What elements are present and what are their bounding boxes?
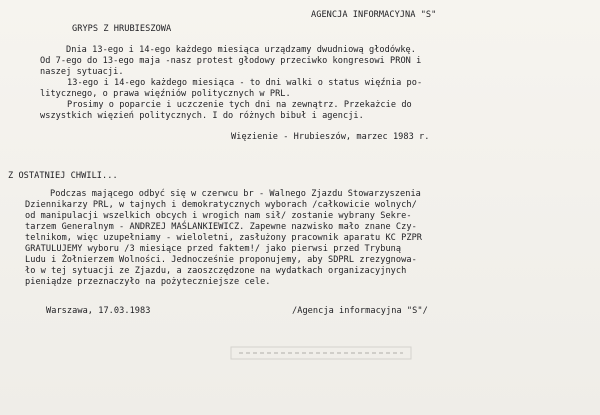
document-title: GRYPS Z HRUBIESZOWA [72,24,172,34]
news-line-1: Podczas mającego odbyć się w czerwcu br - Walnego Zjazdu Stowarzyszenia [50,189,421,199]
archive-stamp-mark [225,343,420,363]
place-date: Warszawa, 17.03.1983 [46,306,151,316]
news-line-8: ło w tej sytuacji ze Zjazdu, a zaoszczędzone na wydatkach organizacyjnych [25,266,407,276]
closing-signature: /Agencja informacyjna "S"/ [292,306,428,316]
gryps-line-7: wszystkich więzień politycznych. I do różnych bibuł i agencji. [40,111,364,121]
gryps-signature: Więzienie - Hrubieszów, marzec 1983 r. [231,132,430,142]
news-line-3: od manipulacji wszelkich obcych i wrogich nam sił/ zostanie wybrany Sekre- [25,211,412,221]
gryps-line-1: Dnia 13-ego i 14-ego każdego miesiąca urządzamy dwudniową głodówkę. [66,45,416,55]
agency-header: AGENCJA INFORMACYJNA "S" [311,10,437,20]
section-heading: Z OSTATNIEJ CHWILI... [8,171,118,181]
news-line-9: pieniądze przeznaczyło na pożyteczniejsze cele. [25,277,271,287]
gryps-line-3: naszej sytuacji. [40,67,124,77]
gryps-line-5: litycznego, o prawa więźniów politycznych w PRL. [40,89,291,99]
news-line-4: tarzem Generalnym - ANDRZEJ MAŚLANKIEWICZ. Zapewne nazwisko mało znane Czy- [25,222,417,232]
gryps-line-4: 13-ego i 14-ego każdego miesiąca - to dni walki o status więźnia po- [67,78,423,88]
news-line-5: telnikom, więc uzupełniamy - wieloletni, zasłużony pracownik aparatu KC PZPR [25,233,423,243]
news-line-7: Ludu i Żołnierzem Wolności. Jednocześnie proponujemy, aby SDPRL zrezygnowa- [25,255,417,265]
news-line-2: Dziennikarzy PRL, w tajnych i demokratycznych wyborach /całkowicie wolnych/ [25,200,417,210]
gryps-line-6: Prosimy o poparcie i uczczenie tych dni na zewnątrz. Przekażcie do [67,100,412,110]
gryps-line-2: Od 7-ego do 13-ego maja -nasz protest głodowy przeciwko kongresowi PRON i [40,56,422,66]
news-line-6: GRATULUJEMY wyboru /3 miesiące przed faktem!/ jako pierwsi przed Trybuną [25,244,402,254]
